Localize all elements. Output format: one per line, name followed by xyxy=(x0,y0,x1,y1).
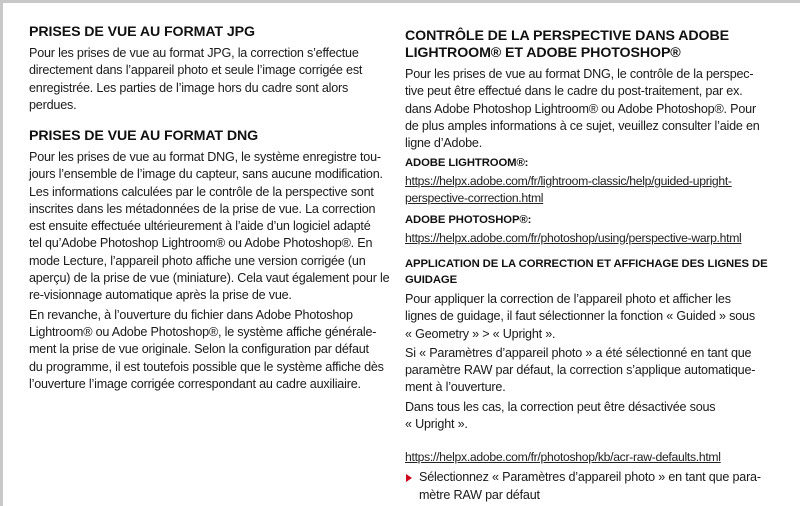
text-line: Dans tous les cas, la correction peut être désactivée sous xyxy=(405,399,716,414)
text-line: du programme, il est toutefois possible que le système affiche dès xyxy=(29,359,384,374)
text-line: lignes de guidage, il faut sélectionner la fonction « Guided » sous xyxy=(405,309,755,324)
bullet-item xyxy=(405,469,790,504)
text-line: inscrites dans les métadonnées de la prise de vue. La correction xyxy=(29,201,376,216)
text-line: mètre RAW par défaut xyxy=(419,487,540,502)
text-line: mode Lecture, l’appareil photo affiche une version corrigée (un xyxy=(29,253,366,268)
text-line: jours l’ensemble de l’image du capteur, sans aucune modification. xyxy=(29,167,383,182)
lightroom-heading: ADOBE LIGHTROOM®: xyxy=(405,157,529,169)
text-line: tel qu’Adobe Photoshop Lightroom® ou Adobe Photoshop®. En xyxy=(29,236,373,251)
text-line: ment à l’ouverture. xyxy=(405,380,506,395)
text-line: « Upright ». xyxy=(405,417,468,432)
raw-defaults-link[interactable]: https://helpx.adobe.com/fr/photoshop/kb/acr-raw-defaults.html xyxy=(405,450,721,465)
text-line: perdues. xyxy=(29,97,77,112)
text-line: dans Adobe Photoshop Lightroom® ou Adobe Photoshop®. Pour xyxy=(405,101,756,116)
text-line: Les informations calculées par le contrôle de la perspective sont xyxy=(29,184,374,199)
guides-heading xyxy=(405,256,790,288)
heading-line: APPLICATION DE LA CORRECTION ET AFFICHAGE DES LIGNES DE xyxy=(405,258,768,270)
text-line: enregistrée. Les parties de l’image hors du cadre sont alors xyxy=(29,80,349,95)
guides-paragraph-1 xyxy=(405,291,790,343)
dng-section xyxy=(29,128,409,393)
heading-line: LIGHTROOM® ET ADOBE PHOTOSHOP® xyxy=(405,45,681,61)
text-line: Pour les prises de vue au format JPG, la correction s’effectue xyxy=(29,46,359,60)
jpg-section xyxy=(29,24,409,114)
text-line: de plus amples informations à ce sujet, veuillez consulter l’aide en xyxy=(405,118,760,133)
perspective-paragraph xyxy=(405,66,790,152)
jpg-heading: PRISES DE VUE AU FORMAT JPG xyxy=(29,24,255,40)
red-triangle-bullet-icon xyxy=(406,474,412,482)
text-line: « Geometry » > « Upright ». xyxy=(405,326,556,341)
text-line: ligne d’Adobe. xyxy=(405,136,483,151)
text-line: Si « Paramètres d’appareil photo » a été sélectionné en tant que xyxy=(405,345,752,360)
lightroom-section xyxy=(405,155,790,207)
photoshop-section xyxy=(405,212,790,247)
heading-line: GUIDAGE xyxy=(405,274,458,286)
photoshop-heading: ADOBE PHOTOSHOP®: xyxy=(405,214,532,226)
guides-paragraph-2 xyxy=(405,345,790,397)
guides-section xyxy=(405,256,790,504)
text-line: paramètre RAW par défaut, la correction s’applique automatique- xyxy=(405,363,756,378)
heading-line: CONTRÔLE DE LA PERSPECTIVE DANS ADOBE xyxy=(405,28,729,44)
text-line: tive peut être effectué dans le cadre du post-traitement, par ex. xyxy=(405,84,743,99)
guides-paragraph-3 xyxy=(405,399,790,434)
text-line: Sélectionnez « Paramètres d’appareil photo » en tant que para- xyxy=(419,470,761,485)
text-line: est ensuite effectuée ultérieurement à l’aide d’un logiciel adapté xyxy=(29,219,371,234)
link-line[interactable]: perspective-correction.html xyxy=(405,191,544,205)
perspective-section xyxy=(405,28,790,152)
lightroom-link[interactable] xyxy=(405,173,790,207)
dng-heading: PRISES DE VUE AU FORMAT DNG xyxy=(29,128,259,144)
text-line: Pour les prises de vue au format DNG, le système enregistre tou- xyxy=(29,150,381,164)
text-line: En revanche, à l’ouverture du fichier dans Adobe Photoshop xyxy=(29,307,353,322)
link-line[interactable]: https://helpx.adobe.com/fr/lightroom-classic/help/guided-upright- xyxy=(405,174,732,188)
perspective-heading xyxy=(405,28,790,62)
text-line: ment la prise de vue originale. Selon la configuration par défaut xyxy=(29,342,369,357)
text-line: Lightroom® ou Adobe Photoshop®, le système affiche générale- xyxy=(29,324,377,339)
dng-paragraph-2 xyxy=(29,307,409,393)
text-line: aperçu) de la prise de vue (miniature). Cela vaut également pour le xyxy=(29,271,390,286)
dng-paragraph-1 xyxy=(29,149,409,305)
text-line: Pour les prises de vue au format DNG, le contrôle de la perspec- xyxy=(405,67,754,81)
text-line: Pour appliquer la correction de l’appareil photo et afficher les xyxy=(405,292,731,306)
jpg-paragraph xyxy=(29,45,409,114)
text-line: directement dans l’appareil photo et seule l’image corrigée est xyxy=(29,63,363,78)
text-line: re-visionnage automatique après la prise de vue. xyxy=(29,288,292,303)
photoshop-link[interactable]: https://helpx.adobe.com/fr/photoshop/using/perspective-warp.html xyxy=(405,231,742,245)
text-line: l’ouverture l’image corrigée correspondant au cadre auxiliaire. xyxy=(29,376,361,391)
